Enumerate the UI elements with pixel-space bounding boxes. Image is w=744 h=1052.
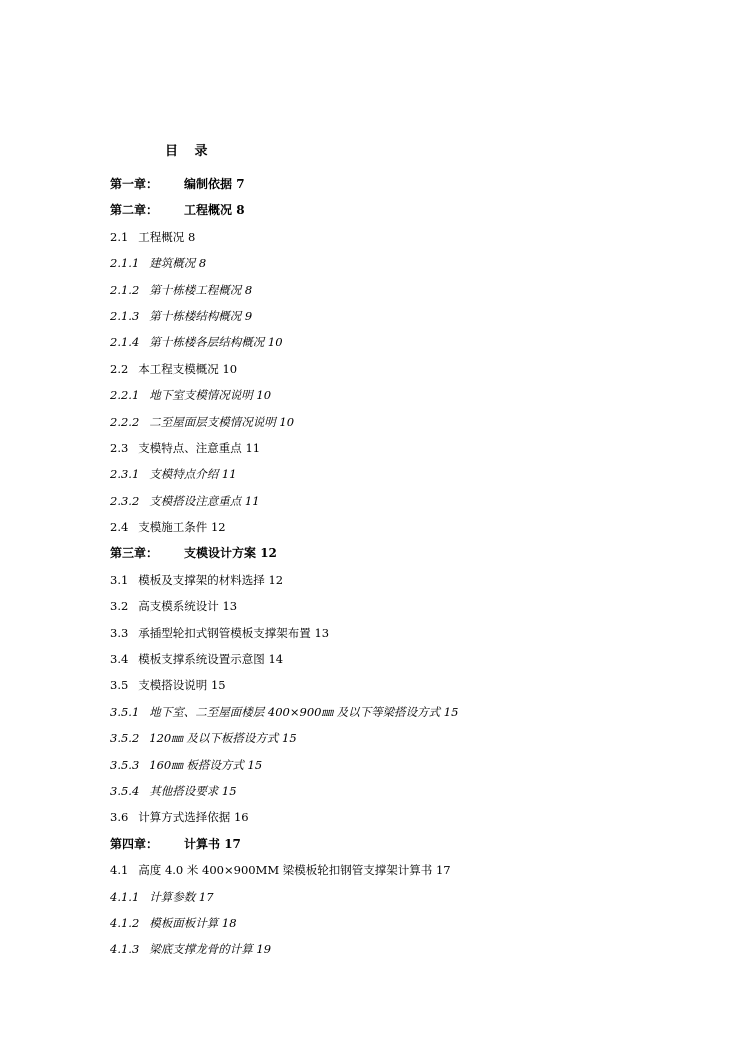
toc-entry-number: 第二章： [110,203,159,218]
toc-entry-page-number: 13 [314,625,330,640]
toc-chapter-entry[interactable] [110,834,458,860]
toc-entry[interactable] [110,570,458,596]
toc-entry-number: 4.1.2 [110,915,140,930]
toc-entry-number: 第三章： [110,546,159,561]
toc-entry-number: 2.1.3 [110,308,140,323]
toc-entry-number: 2.1.4 [110,335,140,350]
toc-entry-page-number: 8 [187,229,196,244]
toc-entry-text: 梁底支撑龙骨的计算 [149,942,253,957]
toc-entry-number: 4.1.3 [110,942,140,957]
toc-chapter-entry[interactable] [110,200,458,226]
toc-entry[interactable] [110,280,458,306]
toc-entry-number: 第四章： [110,836,159,851]
toc-entry-text: 120㎜ 及以下板搭设方式 [149,731,279,746]
toc-entry-text: 支模搭设注意重点 [149,493,242,508]
toc-entry[interactable] [110,306,458,332]
toc-entry[interactable] [110,412,458,438]
toc-entry-text: 支模施工条件 [138,520,208,535]
toc-entry-page-number: 11 [221,467,237,482]
toc-entry[interactable] [110,728,458,754]
toc-entry-text: 地下室支模情况说明 [149,388,253,403]
toc-entry-text: 高支模系统设计 [138,599,219,614]
toc-entry-text: 地下室、二至屋面楼层 400×900㎜ 及以下等梁搭设方式 [149,704,441,719]
toc-entry-number: 3.2 [110,599,129,614]
toc-entry-text: 计算方式选择依据 [138,810,231,825]
toc-entry-page-number: 14 [268,652,284,667]
toc-entry[interactable] [110,623,458,649]
toc-entry-number: 2.3.2 [110,493,140,508]
toc-entry-page-number: 11 [244,493,260,508]
toc-entry-text: 第十栋楼结构概况 [149,308,242,323]
toc-entry-text: 计算参数 [149,889,196,904]
toc-entry[interactable] [110,807,458,833]
toc-entry-number: 2.3 [110,440,129,455]
toc-entry-number: 3.1 [110,572,129,587]
toc-entry-number: 4.1 [110,863,129,878]
toc-entry-number: 2.2.1 [110,388,140,403]
toc-entry-text: 第十栋楼工程概况 [149,282,242,297]
toc-entry[interactable] [110,913,458,939]
toc-entry-number: 3.6 [110,810,129,825]
toc-entry-page-number: 18 [221,915,237,930]
toc-entry-page-number: 8 [198,256,207,271]
toc-entry[interactable] [110,939,458,965]
toc-entry-text: 支模设计方案 [184,546,257,561]
toc-entry-page-number: 9 [244,308,253,323]
toc-entry-page-number: 7 [236,177,245,191]
toc-entry-page-number: 17 [224,836,241,851]
toc-entry-number: 第一章： [110,177,159,191]
toc-entry-page-number: 17 [435,863,451,878]
toc-entry-page-number: 10 [222,361,238,376]
toc-entry-number: 3.5.3 [110,757,140,772]
toc-entry[interactable] [110,253,458,279]
toc-entry-number: 2.4 [110,520,129,535]
toc-entry-page-number: 10 [267,335,283,350]
toc-entry[interactable] [110,649,458,675]
toc-entry-number: 3.5.2 [110,731,140,746]
toc-entry-page-number: 12 [260,546,277,561]
toc-title: 目 录 [165,144,214,159]
toc-entry-text: 模板面板计算 [149,915,219,930]
toc-entry-text: 支模特点、注意重点 [138,440,242,455]
toc-entry-page-number: 13 [222,599,238,614]
toc-entry-number: 2.1 [110,229,129,244]
toc-entry-text: 支模特点介绍 [149,467,219,482]
toc-entry-number: 3.4 [110,652,129,667]
toc-entry-text: 第十栋楼各层结构概况 [149,335,265,350]
toc-entry[interactable] [110,438,458,464]
toc-entry-page-number: 15 [221,783,237,798]
toc-entry[interactable] [110,491,458,517]
toc-entry[interactable] [110,755,458,781]
toc-entry-page-number: 15 [210,678,226,693]
toc-chapter-entry[interactable] [110,543,458,569]
toc-entry-text: 编制依据 [184,177,233,191]
toc-entry-text: 建筑概况 [149,256,196,271]
toc-entry-text: 160㎜ 板搭设方式 [149,757,244,772]
toc-entry-page-number: 19 [256,942,272,957]
toc-entry-page-number: 15 [443,704,459,719]
toc-entry-page-number: 11 [245,440,261,455]
toc-entry[interactable] [110,517,458,543]
toc-entry-text: 工程概况 [184,203,233,218]
toc-entry-number: 3.5.4 [110,783,140,798]
toc-entry-page-number: 12 [210,520,226,535]
toc-entry-text: 高度 4.0 米 400×900MM 梁模板轮扣钢管支撑架计算书 [138,863,433,878]
toc-entry-text: 承插型轮扣式钢管模板支撑架布置 [138,625,311,640]
toc-entry-page-number: 17 [198,889,214,904]
toc-entry-number: 2.2.2 [110,414,140,429]
toc-entry[interactable] [110,464,458,490]
toc-entry-text: 二至屋面层支模情况说明 [149,414,276,429]
toc-entry-text: 模板支撑系统设置示意图 [138,652,265,667]
toc-entry[interactable] [110,332,458,358]
toc-entry[interactable] [110,596,458,622]
toc-entry[interactable] [110,227,458,253]
toc-entry-number: 2.3.1 [110,467,140,482]
toc-chapter-entry[interactable] [110,174,458,200]
toc-entry[interactable] [110,385,458,411]
toc-entry-number: 2.1.1 [110,256,140,271]
toc-entry-page-number: 15 [247,757,263,772]
toc-entry-number: 3.5.1 [110,704,140,719]
toc-entry[interactable] [110,675,458,701]
toc-entry-text: 计算书 [184,836,221,851]
toc-entry-text: 其他搭设要求 [149,783,219,798]
toc-entry-page-number: 8 [236,203,245,218]
toc-entry-text: 本工程支模概况 [138,361,219,376]
toc-entry-number: 2.2 [110,361,129,376]
toc-entry[interactable] [110,781,458,807]
toc-entry-page-number: 8 [244,282,253,297]
toc-list [110,174,458,966]
toc-entry-page-number: 16 [233,810,249,825]
toc-entry[interactable] [110,702,458,728]
toc-entry-number: 4.1.1 [110,889,140,904]
toc-entry-page-number: 10 [279,414,295,429]
toc-entry-number: 3.3 [110,625,129,640]
toc-entry-text: 工程概况 [138,229,185,244]
toc-entry-page-number: 15 [282,731,297,746]
toc-entry-page-number: 12 [268,572,284,587]
toc-entry-text: 模板及支撑架的材料选择 [138,572,265,587]
toc-entry-number: 2.1.2 [110,282,140,297]
toc-entry[interactable] [110,860,458,886]
toc-entry-text: 支模搭设说明 [138,678,208,693]
toc-entry[interactable] [110,887,458,913]
toc-entry-page-number: 10 [256,388,272,403]
toc-entry-number: 3.5 [110,678,129,693]
toc-entry[interactable] [110,359,458,385]
